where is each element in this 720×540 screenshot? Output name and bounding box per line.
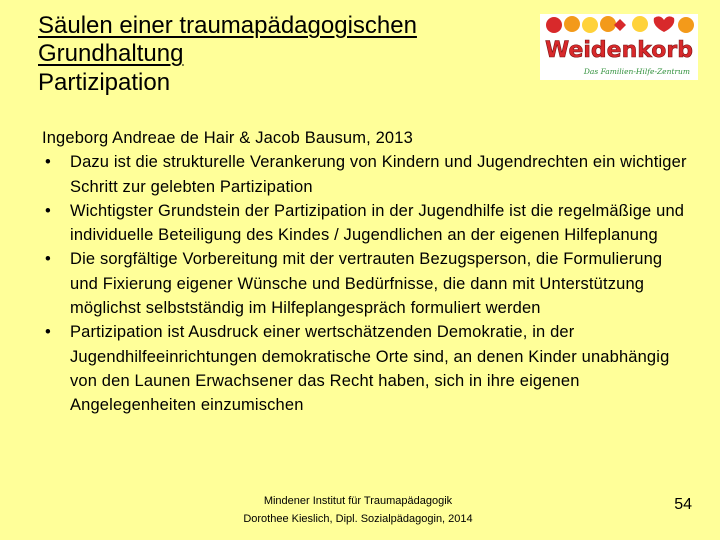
bullet-item-4 [42, 320, 692, 417]
bullet-text: Wichtigster Grundstein der Partizipation in der Jugendhilfe ist die regelmäßige und individuelle Beteiligung des Kindes / Jugendlichen an der eigenen Hilfeplanung [70, 201, 685, 245]
slide-title-line-1: Säulen einer traumapädagogischen [38, 12, 417, 39]
bullet-text: Dazu ist die strukturelle Verankerung von Kindern und Jugendrechten ein wichtiger Schritt zur gelebten Partizipation [70, 153, 687, 196]
bullet-text: Die sorgfältige Vorbereitung mit der vertrauten Bezugsperson, die Formulierung und Fixierung eigener Wünsche und Bedürfnisse, die dann mit Unterstützung möglichst selbstständig im Hilfeplangespräch formuliert werden [70, 250, 663, 318]
bullet-dot: • [45, 250, 51, 269]
footer-author: Dorothee Kieslich, Dipl. Sozialpädagogin, 2014 [243, 513, 473, 525]
bullet-list [42, 150, 692, 417]
bullet-text: Partizipation ist Ausdruck einer wertschätzenden Demokratie, in der Jugendhilfeeinrichtungen demokratische Orte sind, an denen Kinder unabhängig von den Launen Erwachsener das Recht haben, sich in ihre eigenen Angelegenheiten einzumischen [70, 323, 670, 415]
weidenkorb-logo [540, 14, 698, 80]
slide-content [42, 126, 692, 418]
slide-footer [200, 492, 516, 528]
bullet-dot: • [45, 323, 51, 342]
slide-title-block [38, 12, 528, 98]
slide-subtitle: Partizipation [38, 69, 171, 96]
bullet-item-2 [42, 199, 692, 248]
logo-wordmark: Weidenkorb [544, 38, 694, 63]
bullet-dot: • [45, 153, 51, 172]
bullet-dot: • [45, 201, 51, 220]
page-number: 54 [674, 496, 692, 513]
logo-tagline: Das Familien-Hilfe-Zentrum [583, 67, 690, 76]
slide-title-line-2: Grundhaltung [38, 40, 184, 67]
bullet-item-1 [42, 150, 692, 199]
intro-line: Ingeborg Andreae de Hair & Jacob Bausum, 2013 [42, 129, 413, 147]
footer-institute: Mindener Institut für Traumapädagogik [263, 495, 453, 507]
bullet-item-3 [42, 247, 692, 320]
